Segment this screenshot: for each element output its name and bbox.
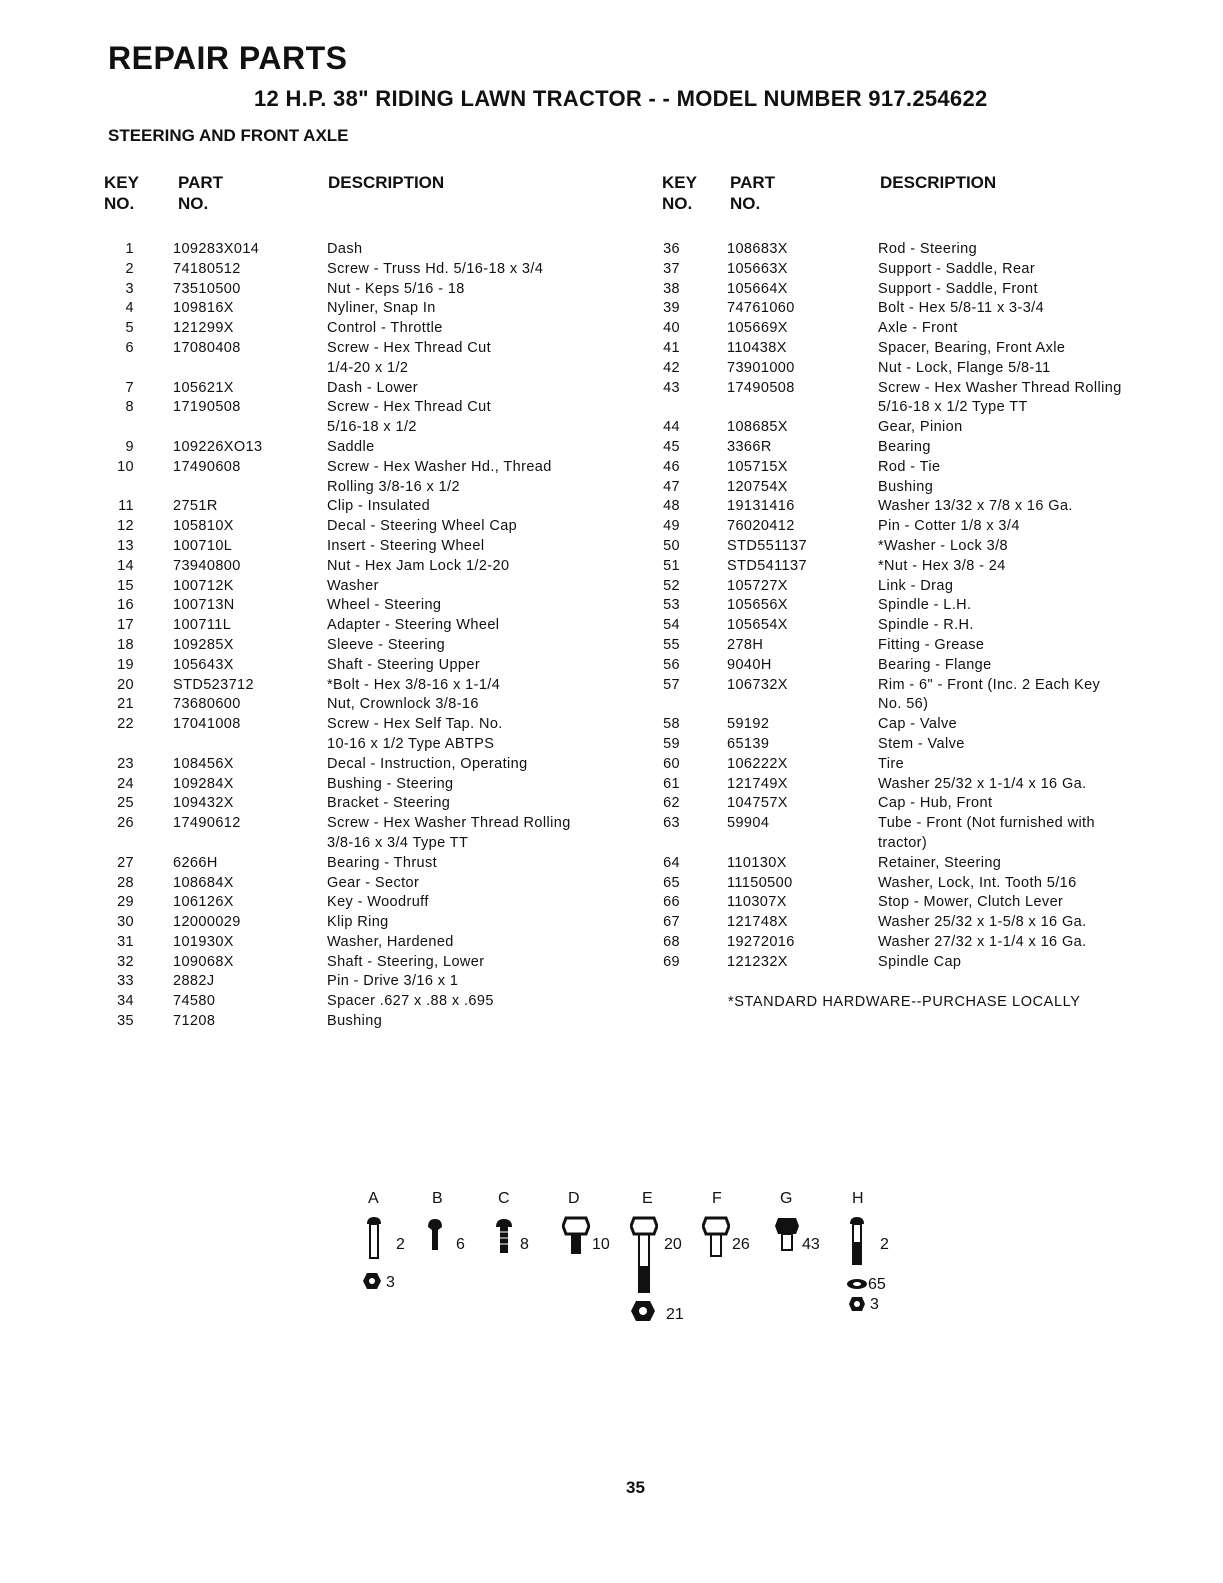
part-description: Pin - Drive 3/16 x 1: [327, 973, 459, 990]
part-key-number: 34: [117, 993, 134, 1010]
part-description: Retainer, Steering: [878, 854, 1002, 871]
part-number: 17490608: [173, 458, 241, 475]
nut-a-icon: [362, 1272, 382, 1290]
hardware-letter-e: E: [642, 1190, 653, 1207]
hardware-letter-a: A: [368, 1190, 379, 1207]
col-header-description-left: DESCRIPTION: [328, 173, 445, 192]
part-number: 105656X: [727, 597, 788, 614]
part-description: Spindle - L.H.: [878, 597, 972, 614]
part-number: 109816X: [173, 300, 234, 317]
part-key-number: 18: [117, 636, 134, 653]
part-key-number: 10: [117, 458, 134, 475]
part-number: 109285X: [173, 636, 234, 653]
part-description: Bushing: [878, 478, 934, 495]
hardware-letter-g: G: [780, 1190, 793, 1207]
part-key-number: 13: [117, 537, 134, 554]
part-number: 109284X: [173, 775, 234, 792]
part-key-number: 35: [117, 1013, 134, 1030]
part-number: 74761060: [727, 300, 795, 317]
part-number: 121749X: [727, 775, 788, 792]
nut-h-key: 3: [870, 1296, 879, 1313]
part-number: 19272016: [727, 933, 795, 950]
part-number: 11150500: [727, 874, 793, 891]
part-number: 73680600: [173, 696, 241, 713]
part-description: Saddle: [327, 438, 375, 455]
part-row: [0, 418, 1223, 438]
bolt-c-key: 8: [520, 1236, 529, 1253]
part-key-number: 62: [663, 795, 680, 812]
part-row: [0, 656, 1223, 676]
col-header-key-right: KEY NO.: [662, 173, 697, 213]
part-description: Gear, Pinion: [878, 419, 963, 436]
part-key-number: 37: [663, 260, 680, 277]
part-description: Washer 27/32 x 1-1/4 x 16 Ga.: [878, 933, 1087, 950]
page-subtitle: 12 H.P. 38" RIDING LAWN TRACTOR - - MODEL NUMBER 917.254622: [254, 86, 988, 111]
page-number: 35: [626, 1478, 645, 1497]
part-description: Link - Drag: [878, 577, 954, 594]
part-description: Stop - Mower, Clutch Lever: [878, 894, 1064, 911]
part-description: Adapter - Steering Wheel: [327, 617, 500, 634]
part-number: 104757X: [727, 795, 788, 812]
hardware-letter-c: C: [498, 1190, 510, 1207]
part-key-number: 56: [663, 656, 680, 673]
part-key-number: 50: [663, 537, 680, 554]
part-number: 73940800: [173, 557, 241, 574]
part-description: *Washer - Lock 3/8: [878, 537, 1008, 554]
part-key-number: 29: [117, 894, 134, 911]
part-row: [0, 260, 1223, 280]
bolt-a-icon: [364, 1216, 384, 1260]
part-description: Support - Saddle, Rear: [878, 260, 1036, 277]
part-key-number: 44: [663, 419, 680, 436]
part-row: [0, 478, 1223, 498]
part-number: 108685X: [727, 419, 788, 436]
part-key-number: 4: [125, 300, 134, 317]
part-row: [0, 497, 1223, 517]
part-description: Axle - Front: [878, 320, 958, 337]
part-key-number: 61: [663, 775, 680, 792]
part-number: 100710L: [173, 537, 233, 554]
part-row: [0, 874, 1223, 894]
bolt-g-key: 43: [802, 1236, 820, 1253]
part-description: *Bolt - Hex 3/8-16 x 1-1/4: [327, 676, 501, 693]
bolt-e-icon: [630, 1216, 658, 1294]
part-row: [0, 379, 1223, 419]
col-header-description-right: DESCRIPTION: [880, 173, 997, 192]
part-description: Insert - Steering Wheel: [327, 537, 485, 554]
washer-h-key: 65: [868, 1276, 886, 1293]
part-key-number: 6: [125, 339, 134, 356]
bolt-a-key: 2: [396, 1236, 405, 1253]
part-number: 19131416: [727, 498, 795, 515]
part-number: 110307X: [727, 894, 787, 911]
part-row: [0, 240, 1223, 260]
part-number: 9040H: [727, 656, 772, 673]
bolt-f-key: 26: [732, 1236, 750, 1253]
part-description: Washer 13/32 x 7/8 x 16 Ga.: [878, 498, 1073, 515]
part-number: 110130X: [727, 854, 787, 871]
part-number: STD523712: [173, 676, 254, 693]
part-key-number: 11: [118, 498, 134, 515]
hardware-letter-h: H: [852, 1190, 864, 1207]
part-number: 105654X: [727, 617, 788, 634]
part-key-number: 3: [125, 280, 134, 297]
part-row: [0, 794, 1223, 814]
part-description: Wheel - Steering: [327, 597, 442, 614]
part-key-number: 19: [117, 656, 134, 673]
part-description: Support - Saddle, Front: [878, 280, 1038, 297]
part-description: Washer, Lock, Int. Tooth 5/16: [878, 874, 1077, 891]
part-description: Bracket - Steering: [327, 795, 451, 812]
bolt-b-icon: [426, 1218, 444, 1252]
part-key-number: 64: [663, 854, 680, 871]
part-row: [0, 715, 1223, 735]
part-key-number: 31: [117, 933, 134, 950]
standard-hardware-note: *STANDARD HARDWARE--PURCHASE LOCALLY: [728, 994, 1081, 1010]
part-number: 2751R: [173, 498, 218, 515]
part-description: Screw - Hex Washer Thread Rolling 5/16-18 x 1/2 Type TT: [878, 379, 1122, 416]
part-key-number: 47: [663, 478, 680, 495]
part-row: [0, 517, 1223, 537]
part-description: Nut - Lock, Flange 5/8-11: [878, 359, 1051, 376]
part-number: 109283X014: [173, 241, 260, 257]
part-key-number: 67: [663, 914, 680, 931]
part-description: Decal - Instruction, Operating: [327, 755, 528, 772]
part-number: 17190508: [173, 399, 241, 416]
part-number: STD541137: [727, 557, 807, 574]
part-description: Screw - Hex Washer Hd., Thread Rolling 3/8-16 x 1/2: [327, 458, 552, 495]
bolt-g-icon: [774, 1216, 800, 1252]
part-description: *Nut - Hex 3/8 - 24: [878, 557, 1006, 574]
part-number: 12000029: [173, 914, 241, 931]
part-description: Cap - Valve: [878, 716, 958, 733]
part-description: Washer, Hardened: [327, 933, 454, 950]
part-number: 100713N: [173, 597, 235, 614]
part-number: 101930X: [173, 933, 234, 950]
part-description: Sleeve - Steering: [327, 636, 446, 653]
part-description: Dash: [327, 241, 363, 257]
part-number: 76020412: [727, 518, 795, 535]
part-number: 59904: [727, 815, 770, 832]
part-key-number: 46: [663, 458, 680, 475]
part-key-number: 17: [117, 617, 134, 634]
part-key-number: 57: [663, 676, 680, 693]
part-key-number: 8: [125, 399, 134, 416]
part-number: 109432X: [173, 795, 234, 812]
part-description: Gear - Sector: [327, 874, 420, 891]
part-row: [0, 339, 1223, 359]
part-key-number: 2: [125, 260, 134, 277]
part-row: [0, 913, 1223, 933]
part-number: 59192: [727, 716, 770, 733]
part-description: Screw - Hex Self Tap. No. 10-16 x 1/2 Type ABTPS: [327, 716, 503, 752]
part-number: 121232X: [727, 953, 788, 970]
part-key-number: 51: [663, 557, 680, 574]
part-number: 3366R: [727, 438, 772, 455]
part-key-number: 66: [663, 894, 680, 911]
part-number: 109226XO13: [173, 438, 263, 455]
part-description: Bearing - Flange: [878, 656, 992, 673]
part-row: [0, 280, 1223, 300]
part-number: 17490612: [173, 815, 241, 832]
part-description: Screw - Hex Washer Thread Rolling 3/8-16 x 3/4 Type TT: [327, 815, 571, 851]
part-description: Tube - Front (Not furnished with tractor): [878, 815, 1095, 851]
part-key-number: 40: [663, 320, 680, 337]
part-number: 100711L: [173, 617, 232, 634]
part-number: 105643X: [173, 656, 234, 673]
part-number: 108683X: [727, 241, 788, 257]
part-row: [0, 992, 640, 1012]
part-row: [0, 319, 1223, 339]
part-description: Spacer, Bearing, Front Axle: [878, 339, 1066, 356]
part-row: [0, 616, 1223, 636]
part-number: 105621X: [173, 379, 234, 396]
part-key-number: 49: [663, 518, 680, 535]
part-description: Control - Throttle: [327, 320, 443, 337]
part-number: 17041008: [173, 716, 241, 733]
part-number: 105727X: [727, 577, 788, 594]
part-key-number: 9: [125, 438, 134, 455]
parts-list-right: [0, 240, 1223, 972]
bolt-f-icon: [702, 1216, 730, 1258]
washer-h-icon: [846, 1278, 868, 1290]
part-row: [0, 814, 1223, 854]
part-key-number: 59: [663, 735, 680, 752]
part-number: 120754X: [727, 478, 788, 495]
part-number: 121748X: [727, 914, 788, 931]
part-key-number: 42: [663, 359, 680, 376]
part-description: Cap - Hub, Front: [878, 795, 993, 812]
part-number: 74580: [173, 993, 216, 1010]
part-key-number: 68: [663, 933, 680, 950]
part-number: 109068X: [173, 953, 234, 970]
part-row: [0, 299, 1223, 319]
part-description: Pin - Cotter 1/8 x 3/4: [878, 518, 1020, 535]
bolt-h-key: 2: [880, 1236, 889, 1253]
nut-e-key: 21: [666, 1306, 684, 1323]
part-key-number: 41: [663, 339, 680, 356]
bolt-d-key: 10: [592, 1236, 610, 1253]
part-key-number: 38: [663, 280, 680, 297]
part-key-number: 30: [117, 914, 134, 931]
part-key-number: 69: [663, 953, 680, 970]
part-description: Rod - Steering: [878, 241, 978, 257]
part-key-number: 16: [117, 597, 134, 614]
part-description: Screw - Hex Thread Cut 5/16-18 x 1/2: [327, 399, 492, 436]
part-key-number: 15: [117, 577, 134, 594]
part-key-number: 22: [117, 716, 134, 733]
part-row: [0, 953, 1223, 973]
nut-e-icon: [630, 1300, 656, 1322]
hardware-letter-b: B: [432, 1190, 443, 1207]
part-number: 105810X: [173, 518, 234, 535]
part-row: [0, 596, 1223, 616]
part-description: Dash - Lower: [327, 379, 419, 396]
part-row: [0, 636, 1223, 656]
part-key-number: 25: [117, 795, 134, 812]
part-description: Shaft - Steering, Lower: [327, 953, 485, 970]
part-number: 106126X: [173, 894, 234, 911]
part-row: [0, 1012, 640, 1032]
part-number: 17490508: [727, 379, 795, 396]
col-header-part-left: PART NO.: [178, 173, 224, 213]
part-number: 108684X: [173, 874, 234, 891]
part-row: [0, 676, 1223, 716]
part-key-number: 60: [663, 755, 680, 772]
part-key-number: 48: [663, 498, 680, 515]
part-key-number: 33: [117, 973, 134, 990]
part-key-number: 53: [663, 597, 680, 614]
part-key-number: 65: [663, 874, 680, 891]
part-row: [0, 359, 1223, 379]
part-key-number: 24: [117, 775, 134, 792]
part-number: 106732X: [727, 676, 788, 693]
part-number: 73510500: [173, 280, 241, 297]
part-row: [0, 933, 1223, 953]
part-description: Nyliner, Snap In: [327, 300, 436, 317]
part-number: 108456X: [173, 755, 234, 772]
section-heading: STEERING AND FRONT AXLE: [108, 126, 349, 145]
part-row: [0, 775, 1223, 795]
bolt-h-icon: [848, 1216, 866, 1266]
hardware-diagram: [340, 1190, 900, 1340]
part-row: [0, 458, 1223, 478]
part-description: Bushing - Steering: [327, 775, 454, 792]
bolt-c-icon: [494, 1218, 514, 1256]
col-header-key-left: KEY NO.: [104, 173, 139, 213]
part-key-number: 7: [125, 379, 134, 396]
part-key-number: 63: [663, 815, 680, 832]
part-description: Rim - 6" - Front (Inc. 2 Each Key No. 56): [878, 676, 1101, 713]
part-description: Screw - Truss Hd. 5/16-18 x 3/4: [327, 260, 544, 277]
part-description: Nut - Hex Jam Lock 1/2-20: [327, 557, 510, 574]
part-description: Stem - Valve: [878, 735, 965, 752]
part-key-number: 36: [663, 241, 680, 257]
part-key-number: 5: [125, 320, 134, 337]
part-row: [0, 755, 1223, 775]
part-number: 121299X: [173, 320, 234, 337]
part-row: [0, 577, 1223, 597]
nut-a-key: 3: [386, 1274, 395, 1291]
part-description: Decal - Steering Wheel Cap: [327, 518, 518, 535]
part-number: 278H: [727, 636, 764, 653]
part-number: 73901000: [727, 359, 795, 376]
part-description: Nut - Keps 5/16 - 18: [327, 280, 465, 297]
part-description: Clip - Insulated: [327, 498, 431, 515]
part-key-number: 27: [117, 854, 134, 871]
hardware-letter-d: D: [568, 1190, 580, 1207]
bolt-b-key: 6: [456, 1236, 465, 1253]
bolt-e-key: 20: [664, 1236, 682, 1253]
col-header-part-right: PART NO.: [730, 173, 776, 213]
part-key-number: 12: [117, 518, 134, 535]
part-key-number: 28: [117, 874, 134, 891]
part-key-number: 58: [663, 716, 680, 733]
part-description: Bearing - Thrust: [327, 854, 438, 871]
part-key-number: 52: [663, 577, 680, 594]
part-description: Bushing: [327, 1013, 383, 1030]
nut-h-icon: [848, 1296, 866, 1312]
part-number: 105715X: [727, 458, 788, 475]
part-row: [0, 438, 1223, 458]
part-key-number: 45: [663, 438, 680, 455]
part-number: STD551137: [727, 537, 807, 554]
part-row: [0, 735, 1223, 755]
part-row: [0, 972, 640, 992]
part-number: 65139: [727, 735, 770, 752]
part-description: Bearing: [878, 438, 931, 455]
part-key-number: 1: [125, 241, 134, 257]
part-description: Tire: [878, 755, 905, 772]
part-key-number: 23: [117, 755, 134, 772]
part-description: Key - Woodruff: [327, 894, 429, 911]
part-description: Washer: [327, 577, 379, 594]
part-description: Spindle Cap: [878, 953, 962, 970]
part-key-number: 39: [663, 300, 680, 317]
part-row: [0, 537, 1223, 557]
part-description: Nut, Crownlock 3/8-16: [327, 696, 479, 713]
part-key-number: 55: [663, 636, 680, 653]
hardware-letter-f: F: [712, 1190, 722, 1207]
part-description: Spacer .627 x .88 x .695: [327, 993, 494, 1010]
part-description: Bolt - Hex 5/8-11 x 3-3/4: [878, 300, 1045, 317]
part-number: 6266H: [173, 854, 218, 871]
part-description: Washer 25/32 x 1-1/4 x 16 Ga.: [878, 775, 1087, 792]
part-key-number: 20: [117, 676, 134, 693]
part-number: 2882J: [173, 973, 215, 990]
page-title: REPAIR PARTS: [108, 40, 348, 76]
part-row: [0, 854, 1223, 874]
part-row: [0, 893, 1223, 913]
part-description: Fitting - Grease: [878, 636, 985, 653]
part-number: 105664X: [727, 280, 788, 297]
part-number: 106222X: [727, 755, 788, 772]
part-key-number: 43: [663, 379, 680, 396]
part-key-number: 21: [117, 696, 134, 713]
part-key-number: 26: [117, 815, 134, 832]
part-number: 105669X: [727, 320, 788, 337]
part-key-number: 14: [117, 557, 134, 574]
part-description: Screw - Hex Thread Cut 1/4-20 x 1/2: [327, 339, 492, 376]
part-description: Klip Ring: [327, 914, 389, 931]
part-number: 74180512: [173, 260, 241, 277]
part-key-number: 54: [663, 617, 680, 634]
part-description: Spindle - R.H.: [878, 617, 974, 634]
part-description: Washer 25/32 x 1-5/8 x 16 Ga.: [878, 914, 1087, 931]
part-number: 105663X: [727, 260, 788, 277]
part-number: 17080408: [173, 339, 241, 356]
part-number: 71208: [173, 1013, 216, 1030]
part-number: 110438X: [727, 339, 787, 356]
part-description: Shaft - Steering Upper: [327, 656, 481, 673]
part-row: [0, 557, 1223, 577]
part-key-number: 32: [117, 953, 134, 970]
bolt-d-icon: [562, 1216, 590, 1256]
part-number: 100712K: [173, 577, 234, 594]
part-description: Rod - Tie: [878, 458, 941, 475]
